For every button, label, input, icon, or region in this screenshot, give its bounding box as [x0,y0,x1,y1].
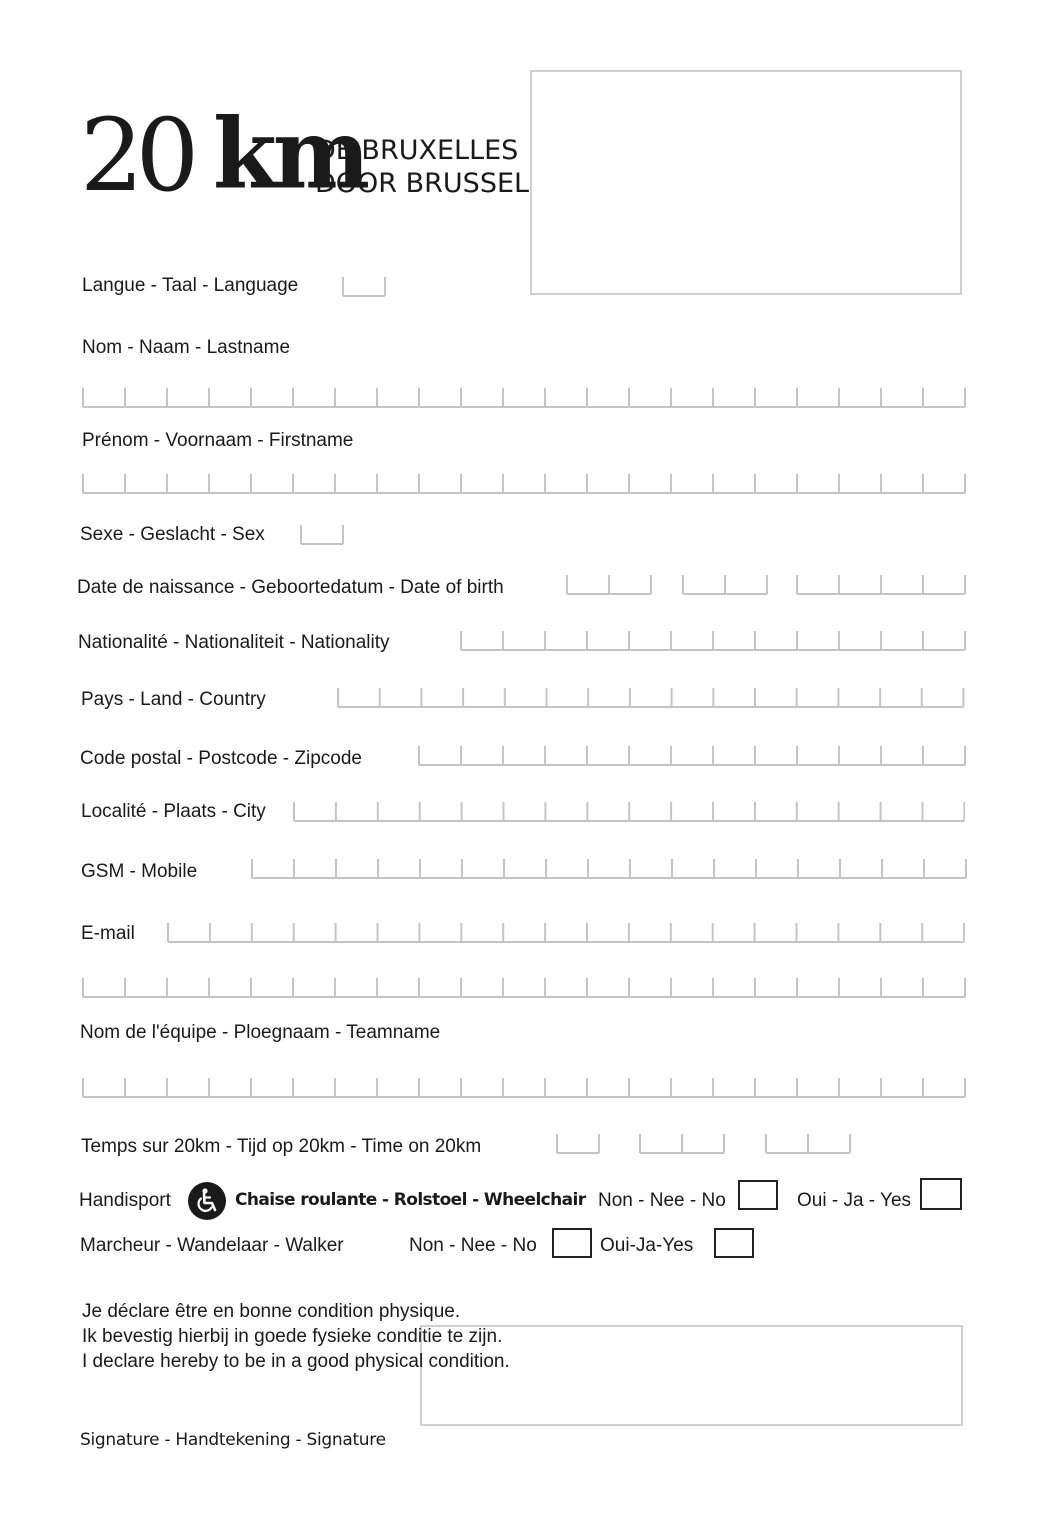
comb-sex[interactable] [300,524,344,546]
comb-email-1[interactable] [167,922,965,944]
label-walker-no: Non - Nee - No [409,1235,537,1256]
comb-mobile[interactable] [251,858,967,880]
label-firstname: Prénom - Voornaam - Firstname [82,430,354,451]
declaration [82,1299,510,1374]
label-handisport-no: Non - Nee - No [598,1190,726,1211]
checkbox-handisport-yes[interactable] [920,1178,962,1210]
logo-line-2: DOOR BRUSSEL [315,168,530,199]
comb-country[interactable] [337,687,965,709]
comb-nationality[interactable] [460,630,966,652]
comb-language[interactable] [342,276,386,298]
logo-number: 20 [80,97,192,214]
label-birthdate: Date de naissance - Geboortedatum - Date of birth [77,577,504,598]
logo-line-1: DE BRUXELLES [315,135,519,166]
label-nationality: Nationalité - Nationaliteit - Nationality [78,632,390,653]
label-walker: Marcheur - Wandelaar - Walker [80,1235,344,1256]
label-teamname: Nom de l'équipe - Ploegnaam - Teamname [80,1022,441,1043]
label-wheelchair: Chaise roulante - Rolstoel - Wheelchair [235,1190,586,1210]
comb-birth-year[interactable] [796,574,966,596]
label-zipcode: Code postal - Postcode - Zipcode [80,748,362,769]
photo-box[interactable] [530,70,962,295]
comb-time-h[interactable] [556,1133,600,1155]
label-signature: Signature - Handtekening - Signature [80,1430,386,1450]
comb-email-2[interactable] [82,977,966,999]
wheelchair-icon [188,1182,226,1220]
label-time: Temps sur 20km - Tijd op 20km - Time on 20km [81,1136,482,1157]
label-walker-yes: Oui-Ja-Yes [600,1235,694,1256]
comb-birth-day[interactable] [566,574,652,596]
label-email: E-mail [81,923,135,944]
comb-city[interactable] [293,801,965,823]
comb-time-m[interactable] [639,1133,725,1155]
declaration-nl: Ik bevestig hierbij in goede fysieke conditie te zijn. [82,1326,503,1347]
declaration-fr: Je déclare être en bonne condition physique. [82,1301,461,1322]
checkbox-walker-no[interactable] [552,1228,592,1258]
comb-lastname[interactable] [82,387,966,409]
label-city: Localité - Plaats - City [81,801,266,822]
label-language: Langue - Taal - Language [82,275,299,296]
label-handisport: Handisport [79,1190,171,1211]
label-country: Pays - Land - Country [81,689,266,710]
comb-birth-month[interactable] [682,574,768,596]
label-handisport-yes: Oui - Ja - Yes [797,1190,912,1211]
label-sex: Sexe - Geslacht - Sex [80,524,265,545]
checkbox-handisport-no[interactable] [738,1180,778,1210]
logo-unit: km [213,97,367,211]
comb-teamname[interactable] [82,1077,966,1099]
label-lastname: Nom - Naam - Lastname [82,337,291,358]
label-mobile: GSM - Mobile [81,861,198,882]
comb-time-s[interactable] [765,1133,851,1155]
comb-zipcode[interactable] [418,745,966,767]
declaration-en: I declare hereby to be in a good physical condition. [82,1351,510,1372]
comb-firstname[interactable] [82,473,966,495]
checkbox-walker-yes[interactable] [714,1228,754,1258]
